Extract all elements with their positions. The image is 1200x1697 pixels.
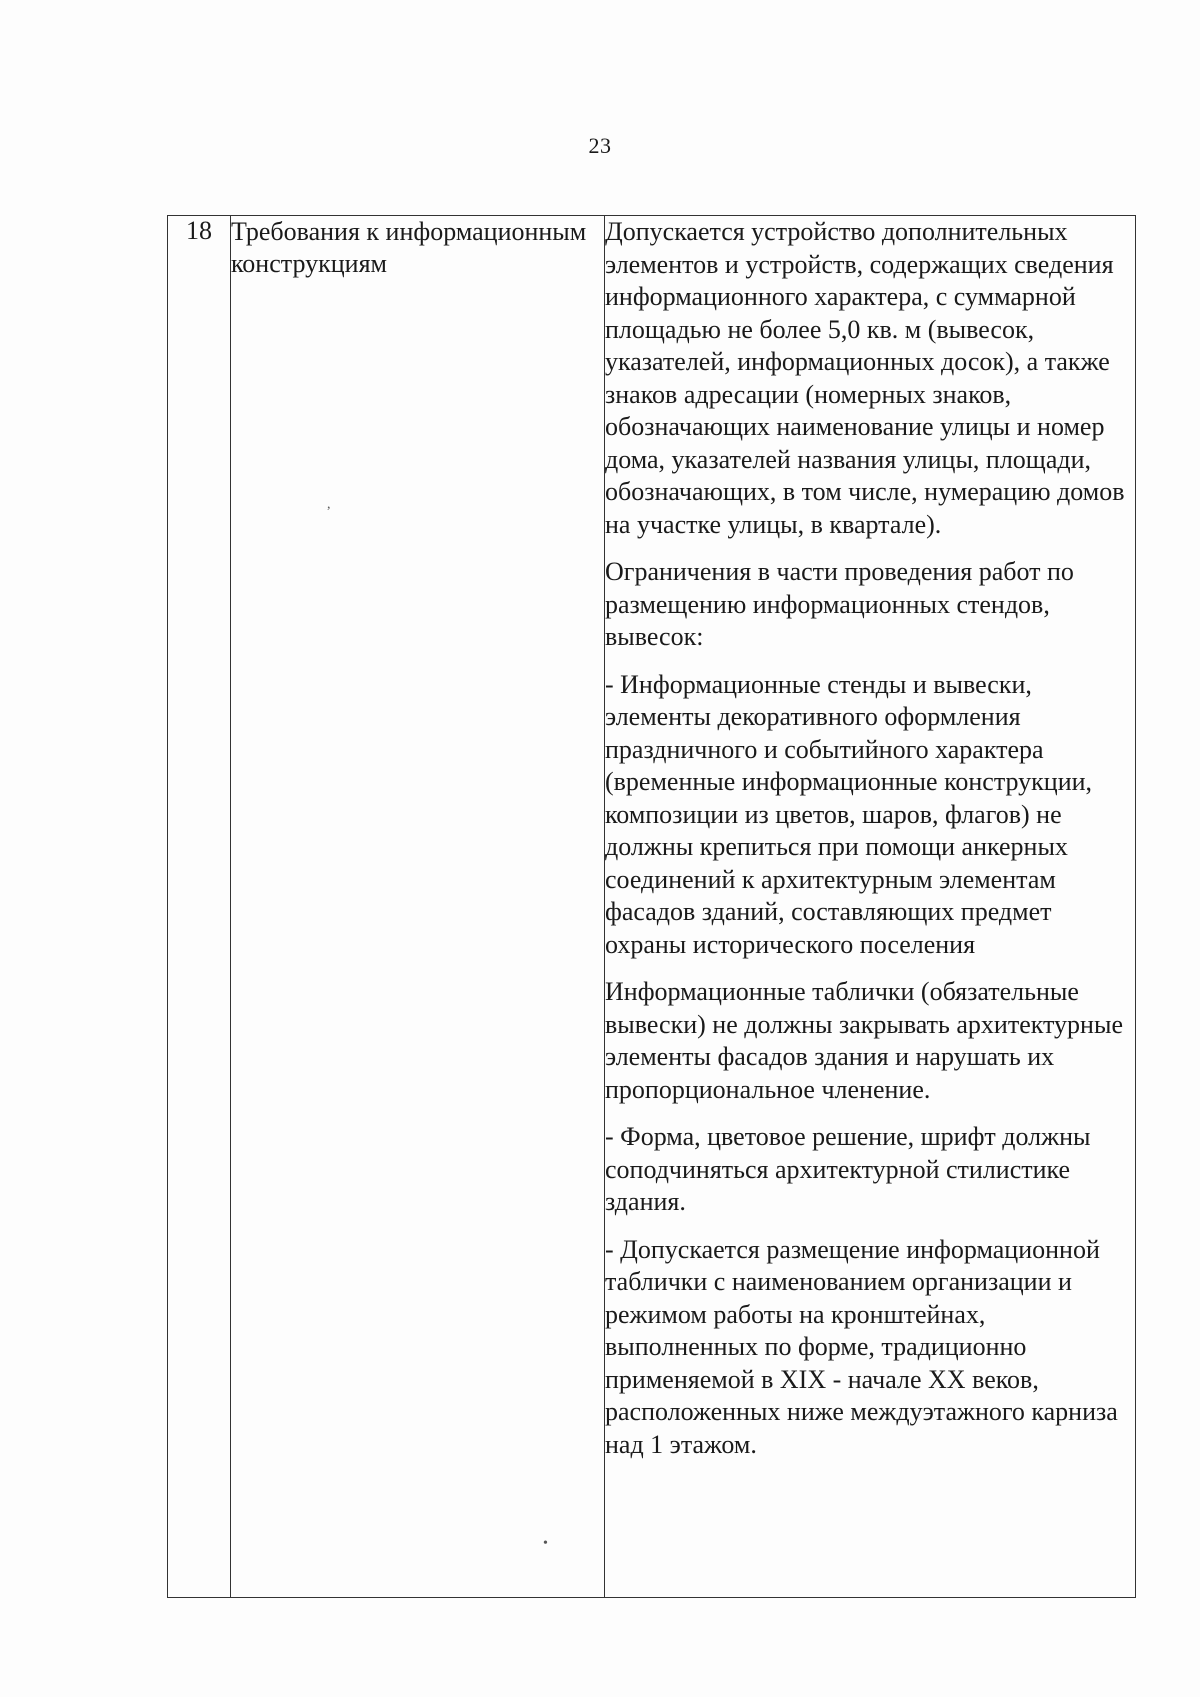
page-number: 23 (588, 133, 612, 158)
requirements-table (167, 215, 1136, 1598)
requirement-title-cell (231, 216, 605, 1598)
description-paragraph: - Допускается размещение информационной таблички с наименованием организации и режимом работы на кронштейнах, выполненных по форме, традиционно применяемой в XIX - начале XX веков, расположенных ниже междуэтажного карниза над 1 этажом. (605, 1234, 1118, 1459)
description-paragraph: Допускается устройство дополнительных элементов и устройств, содержащих сведения информационного характера, с суммарной площадью не более 5,0 кв. м (вывесок, указателей, информационных досок), а также знаков адресации (номерных знаков, обозначающих наименование улицы и номер дома, указателей названия улицы, площади, обозначающих, в том числе, нумерацию домов на участке улицы, в квартале). (605, 217, 1125, 539)
description-paragraph: Ограничения в части проведения работ по размещению информационных стендов, вывесок: (605, 557, 1074, 651)
requirement-title: Требования к информационным конструкциям (231, 217, 587, 278)
scan-speck: , (327, 497, 331, 512)
table-row (168, 216, 1136, 1598)
description-paragraph: - Информационные стенды и вывески, элементы декоративного оформления праздничного и событийного характера (временные информационные конструкции, композиции из цветов, шаров, флагов) не должны крепиться при помощи анкерных соединений к архитектурным элементам фасадов зданий, составляющих предмет охраны исторического поселения (605, 669, 1093, 959)
scan-speck: • (543, 1536, 548, 1551)
description-paragraph: Информационные таблички (обязательные вывески) не должны закрывать архитектурные элементы фасадов здания и нарушать их пропорциональное членение. (605, 977, 1123, 1104)
description-paragraph: - Форма, цветовое решение, шрифт должны соподчиняться архитектурной стилистике здания. (605, 1122, 1091, 1216)
requirement-description-cell (605, 216, 1136, 1598)
row-number-cell: 18 (168, 216, 231, 1598)
